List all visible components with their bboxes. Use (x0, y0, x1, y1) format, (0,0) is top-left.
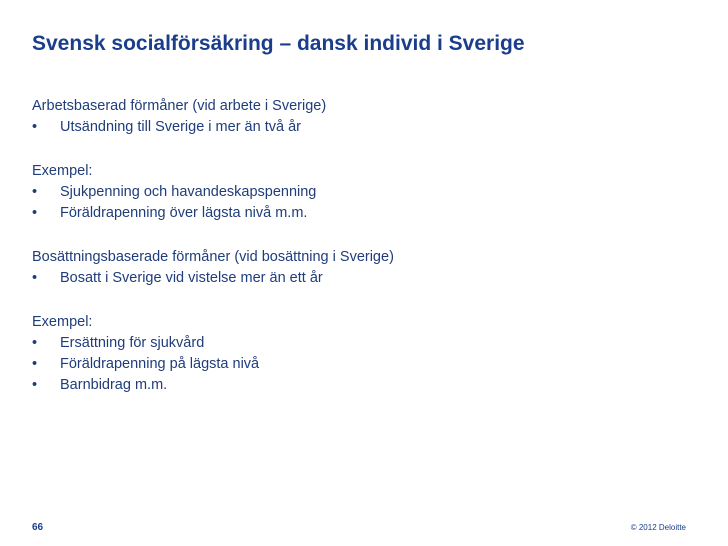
section-heading: Bosättningsbaserade förmåner (vid bosättning i Sverige) (32, 249, 394, 265)
bullet-text: Föräldrapenning över lägsta nivå m.m. (60, 205, 308, 221)
bullet-marker: • (32, 205, 38, 221)
bullet-marker: • (32, 377, 38, 393)
bullet-item (32, 268, 692, 289)
section-residence-based-examples (32, 312, 692, 396)
bullet-item (32, 333, 692, 354)
bullet-item (32, 203, 692, 224)
section-heading: Arbetsbaserad förmåner (vid arbete i Sverige) (32, 98, 327, 114)
section-work-based-benefits (32, 96, 692, 138)
section-heading: Exempel: (32, 163, 93, 179)
bullet-item (32, 375, 692, 396)
slide-body (32, 96, 692, 419)
copyright-notice: © 2012 Deloitte (630, 523, 686, 532)
bullet-item (32, 182, 692, 203)
section-heading: Exempel: (32, 314, 93, 330)
bullet-marker: • (32, 356, 38, 372)
slide-title: Svensk socialförsäkring – dansk individ i Sverige (32, 32, 525, 55)
page-number: 66 (32, 522, 44, 533)
bullet-marker: • (32, 335, 38, 351)
section-work-based-examples (32, 161, 692, 224)
bullet-item (32, 354, 692, 375)
section-residence-based-benefits (32, 247, 692, 289)
bullet-marker: • (32, 119, 38, 135)
bullet-marker: • (32, 184, 38, 200)
bullet-text: Utsändning till Sverige i mer än två år (60, 119, 301, 135)
bullet-text: Bosatt i Sverige vid vistelse mer än ett år (60, 270, 323, 286)
bullet-text: Föräldrapenning på lägsta nivå (60, 356, 260, 372)
bullet-item (32, 117, 692, 138)
bullet-text: Barnbidrag m.m. (60, 377, 168, 393)
bullet-text: Ersättning för sjukvård (60, 335, 205, 351)
bullet-marker: • (32, 270, 38, 286)
bullet-text: Sjukpenning och havandeskapspenning (60, 184, 317, 200)
